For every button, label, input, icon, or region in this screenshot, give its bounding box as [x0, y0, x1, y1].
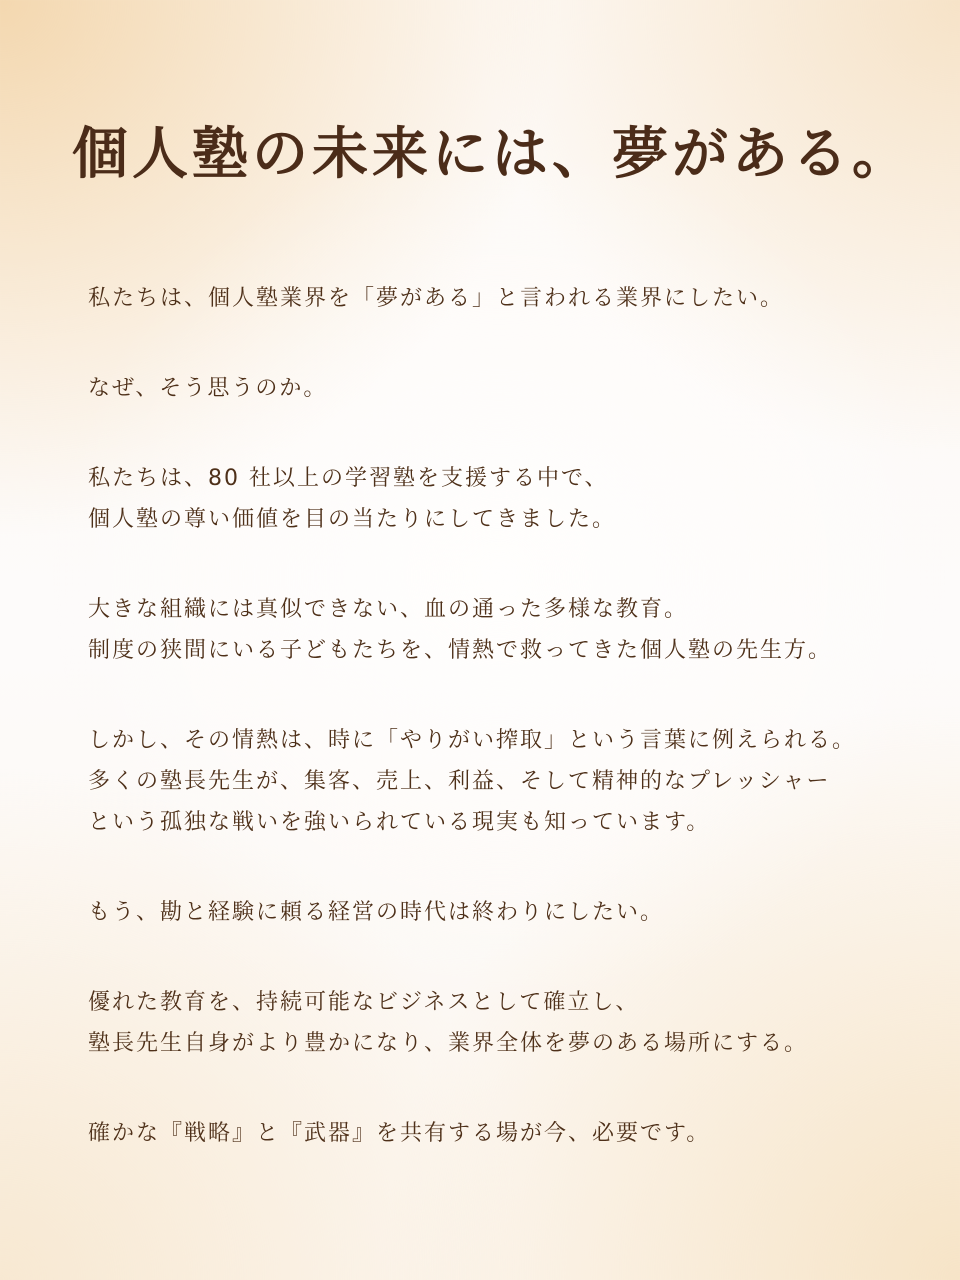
body-text [88, 278, 920, 1154]
paragraph-call-to-action [88, 1113, 920, 1154]
paragraph-end-of-era [88, 892, 920, 933]
paragraph-experience [88, 458, 920, 540]
paragraph-line: もう、勘と経験に頼る経営の時代は終わりにしたい。 [88, 900, 665, 925]
paragraph-why [88, 368, 920, 409]
paragraph-line: という孤独な戦いを強いられている現実も知っています。 [88, 810, 711, 835]
paragraph-line: 制度の狭間にいる子どもたちを、情熱で救ってきた個人塾の先生方。 [88, 638, 833, 663]
paragraph-goal [88, 982, 920, 1064]
paragraph-line: 私たちは、個人塾業界を「夢がある」と言われる業界にしたい。 [88, 286, 785, 311]
paragraph-line: 確かな『戦略』と『武器』を共有する場が今、必要です。 [88, 1121, 711, 1146]
paragraph-vision [88, 278, 920, 319]
paragraph-line: 個人塾の尊い価値を目の当たりにしてきました。 [88, 507, 617, 532]
paragraph-line: なぜ、そう思うのか。 [88, 376, 328, 401]
paragraph-line: 私たちは、80 社以上の学習塾を支援する中で、 [88, 466, 609, 491]
paragraph-line: 優れた教育を、持続可能なビジネスとして確立し、 [88, 990, 640, 1015]
paragraph-line: 大きな組織には真似できない、血の通った多様な教育。 [88, 597, 689, 622]
page-title: 個人塾の未来には、夢がある。 [72, 122, 912, 187]
poster [0, 112, 960, 1280]
paragraph-struggle [88, 720, 920, 843]
paragraph-value [88, 589, 920, 671]
paragraph-line: 多くの塾長先生が、集客、売上、利益、そして精神的なプレッシャー [88, 769, 831, 794]
paragraph-line: 塾長先生自身がより豊かになり、業界全体を夢のある場所にする。 [88, 1031, 809, 1056]
paragraph-line: しかし、その情熱は、時に「やりがい搾取」という言葉に例えられる。 [88, 728, 857, 753]
